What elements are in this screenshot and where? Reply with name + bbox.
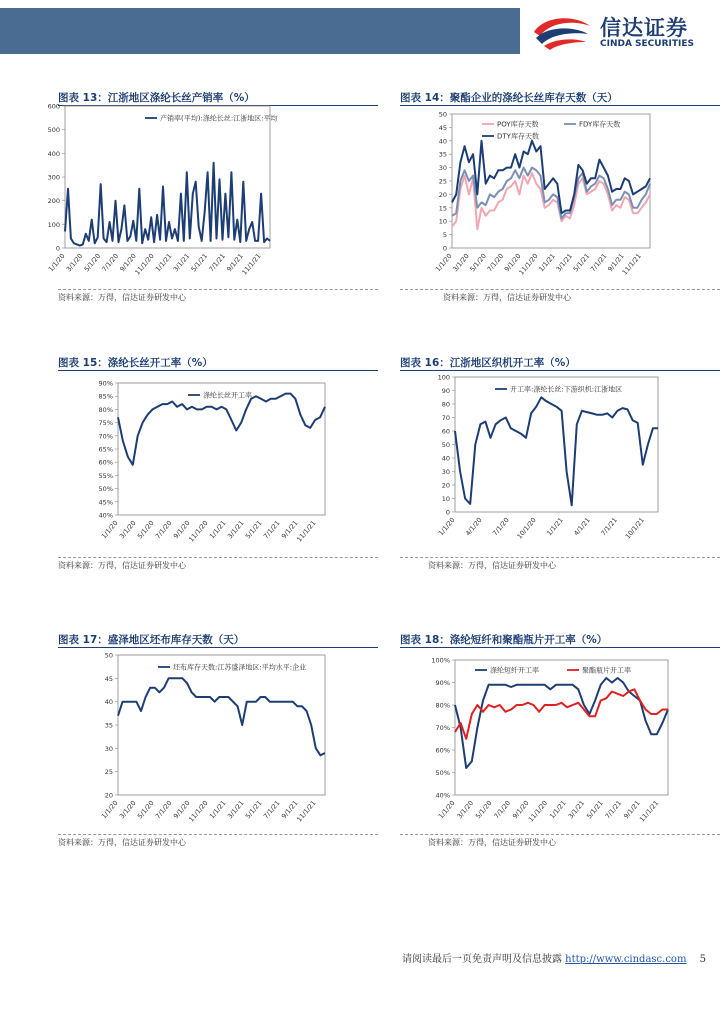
- footer-disclaimer-notice: 请阅读最后一页免责声明及信息披露: [401, 954, 562, 965]
- x-tick-label: 3/1/20: [117, 519, 138, 541]
- x-tick-label: 5/1/20: [473, 799, 494, 821]
- y-tick-label: 0: [55, 244, 60, 253]
- x-tick-label: 1/1/20: [436, 516, 457, 538]
- series-line-1: [65, 163, 270, 246]
- x-tick-label: 11/1/20: [526, 799, 550, 824]
- x-tick-label: 11/1/20: [133, 252, 156, 277]
- y-tick-label: 55%: [98, 471, 113, 480]
- plot-frame: [118, 655, 325, 795]
- x-tick-label: 1/1/20: [99, 799, 120, 821]
- y-tick-label: 100: [437, 373, 450, 382]
- x-tick-label: 10/1/21: [623, 516, 646, 541]
- figure-title: 图表 13：江浙地区涤纶长丝产销率（%）: [58, 92, 255, 104]
- y-tick-label: 40%: [98, 511, 113, 520]
- y-tick-label: 600: [47, 102, 60, 111]
- x-tick-label: 7/1/20: [153, 519, 174, 541]
- figure-source: 资料来源：万得，信达证券研发中心: [443, 293, 571, 302]
- x-tick-label: 3/1/21: [566, 799, 587, 821]
- y-tick-label: 45: [438, 123, 447, 132]
- x-tick-label: 11/1/21: [620, 252, 643, 277]
- y-tick-label: 60: [441, 427, 450, 436]
- y-tick-label: 0: [445, 508, 450, 517]
- brand-name-cn: 信达证券: [600, 16, 688, 40]
- x-tick-label: 11/1/21: [638, 799, 661, 824]
- legend-label: 聚酯瓶片开工率: [582, 666, 631, 675]
- x-tick-label: 1/1/21: [537, 252, 557, 274]
- x-tick-label: 11/1/20: [187, 519, 210, 544]
- x-tick-label: 5/1/20: [82, 252, 103, 274]
- x-tick-label: 1/1/21: [548, 799, 568, 821]
- x-tick-label: 3/1/21: [554, 252, 575, 274]
- x-tick-label: 5/1/20: [135, 799, 156, 821]
- y-tick-label: 35: [438, 150, 447, 159]
- x-tick-label: 3/1/20: [64, 252, 85, 274]
- y-tick-label: 50: [438, 110, 447, 119]
- x-tick-label: 7/1/21: [603, 799, 624, 821]
- y-tick-label: 90: [441, 387, 450, 395]
- x-tick-label: 1/1/21: [207, 519, 228, 541]
- x-tick-label: 7/1/20: [485, 252, 506, 274]
- series-line-1: [118, 394, 325, 465]
- y-tick-label: 100: [47, 220, 60, 229]
- chart-14: [434, 111, 650, 277]
- y-tick-label: 100%: [431, 656, 450, 665]
- chart-17: [100, 652, 325, 824]
- y-tick-label: 70: [441, 414, 450, 422]
- legend-label: 坯布库存天数:江苏盛泽地区:平均水平:企业: [173, 663, 307, 672]
- x-tick-label: 11/1/20: [187, 799, 210, 824]
- x-tick-label: 5/1/20: [135, 519, 156, 541]
- y-tick-label: 25: [104, 768, 113, 777]
- figure-title: 图表 18：涤纶短纤和聚酯瓶片开工率（%）: [400, 634, 608, 646]
- figure-source: 资料来源：万得，信达证券研发中心: [58, 561, 186, 570]
- legend-label: POY库存天数: [497, 120, 539, 129]
- x-tick-label: 7/1/21: [599, 516, 619, 538]
- legend-label: 产销率(平均):涤纶长丝:江浙地区:平均: [160, 114, 278, 123]
- y-tick-label: 500: [47, 126, 60, 135]
- y-tick-label: 65%: [98, 445, 113, 454]
- x-tick-label: 5/1/21: [585, 799, 605, 821]
- x-tick-label: 3/1/20: [455, 799, 476, 821]
- x-tick-label: 7/1/20: [100, 252, 121, 274]
- plot-frame: [455, 660, 668, 795]
- x-tick-label: 10/1/20: [515, 516, 538, 541]
- y-tick-label: 70%: [98, 432, 113, 441]
- x-tick-label: 9/1/20: [511, 799, 531, 821]
- y-tick-label: 15: [438, 204, 447, 213]
- y-tick-label: 40: [438, 137, 447, 146]
- y-tick-label: 50%: [435, 769, 450, 777]
- figure-title: 图表 15：涤纶长丝开工率（%）: [58, 357, 213, 369]
- x-tick-label: 1/1/21: [207, 799, 228, 821]
- chart-18: [431, 657, 668, 824]
- y-tick-label: 45: [104, 674, 113, 683]
- y-tick-label: 50: [441, 441, 450, 449]
- x-tick-label: 9/1/21: [279, 799, 300, 821]
- y-tick-label: 20: [104, 791, 113, 800]
- y-tick-label: 80%: [435, 701, 450, 710]
- y-tick-label: 80: [441, 400, 450, 409]
- x-tick-label: 7/1/21: [207, 252, 227, 274]
- x-tick-label: 5/1/21: [243, 519, 264, 541]
- footer-website-link[interactable]: http://www.cindasc.com: [565, 954, 687, 965]
- x-tick-label: 3/1/21: [225, 519, 246, 541]
- y-tick-label: 70%: [435, 724, 450, 732]
- x-tick-label: 1/1/20: [99, 519, 120, 541]
- y-tick-label: 0: [442, 244, 447, 253]
- x-tick-label: 9/1/21: [622, 799, 642, 821]
- brand-name-en: CINDA SECURITIES: [600, 39, 694, 49]
- y-tick-label: 85%: [98, 392, 113, 401]
- legend-label: 涤纶长丝开工率: [203, 391, 252, 400]
- x-tick-label: 3/1/21: [225, 799, 246, 821]
- x-tick-label: 11/1/21: [295, 519, 318, 544]
- chart-16: [437, 374, 658, 541]
- x-tick-label: 9/1/20: [118, 252, 138, 274]
- x-tick-label: 1/1/20: [46, 252, 67, 274]
- y-tick-label: 40: [441, 454, 450, 463]
- series-line-1: [118, 678, 325, 755]
- x-tick-label: 3/1/20: [451, 252, 471, 274]
- page-number: 5: [699, 954, 706, 965]
- legend-label: 涤纶短纤开工率: [490, 666, 539, 675]
- x-tick-label: 11/1/20: [517, 252, 540, 277]
- y-tick-label: 60%: [98, 458, 113, 467]
- y-tick-label: 60%: [435, 746, 450, 755]
- chart-13: [47, 103, 278, 277]
- y-tick-label: 10: [441, 495, 450, 503]
- y-tick-label: 40%: [435, 791, 450, 800]
- y-tick-label: 50: [104, 651, 113, 660]
- legend-label: DTY库存天数: [497, 132, 539, 141]
- x-tick-label: 11/1/21: [295, 799, 318, 824]
- x-tick-label: 5/1/21: [571, 252, 592, 274]
- x-tick-label: 5/1/21: [243, 799, 264, 821]
- y-tick-label: 30: [438, 164, 447, 173]
- figure-source: 资料来源：万得，信达证券研发中心: [428, 561, 556, 570]
- x-tick-label: 4/1/21: [572, 516, 592, 538]
- y-tick-label: 20: [441, 481, 450, 490]
- x-tick-label: 1/1/20: [436, 799, 457, 821]
- figure-title: 图表 16：江浙地区织机开工率（%）: [400, 357, 576, 369]
- y-tick-label: 75%: [98, 419, 113, 428]
- x-tick-label: 11/1/21: [240, 252, 263, 277]
- x-tick-label: 1/1/21: [153, 252, 174, 274]
- y-tick-label: 10: [438, 217, 447, 226]
- y-tick-label: 90%: [435, 679, 450, 687]
- y-tick-label: 300: [47, 173, 60, 182]
- figure-source: 资料来源：万得，信达证券研发中心: [58, 838, 186, 847]
- x-tick-label: 9/1/20: [171, 799, 192, 821]
- figure-title: 图表 17：盛泽地区坯布库存天数（天）: [58, 634, 245, 646]
- x-tick-label: 7/1/21: [588, 252, 609, 274]
- x-tick-label: 7/1/21: [261, 799, 282, 821]
- x-tick-label: 9/1/20: [502, 252, 523, 274]
- x-tick-label: 7/1/21: [261, 519, 282, 541]
- legend-label: FDY库存天数: [579, 120, 621, 129]
- y-tick-label: 20: [438, 190, 447, 199]
- y-tick-label: 35: [104, 721, 113, 730]
- x-tick-label: 4/1/20: [464, 516, 484, 538]
- chart-15: [99, 380, 325, 544]
- y-tick-label: 5: [442, 231, 447, 240]
- y-tick-label: 30: [441, 468, 450, 476]
- x-tick-label: 9/1/20: [171, 519, 192, 541]
- x-tick-label: 7/1/20: [153, 799, 174, 821]
- x-tick-label: 7/1/20: [492, 799, 513, 821]
- x-tick-label: 1/1/20: [433, 252, 454, 274]
- y-tick-label: 45%: [98, 498, 113, 507]
- figure-title: 图表 14：聚酯企业的涤纶长丝库存天数（天）: [400, 92, 618, 104]
- figure-source: 资料来源：万得，信达证券研发中心: [58, 293, 186, 302]
- x-tick-label: 5/1/21: [189, 252, 210, 274]
- x-tick-label: 3/1/21: [171, 252, 192, 274]
- y-tick-label: 30: [104, 744, 113, 753]
- x-tick-label: 9/1/21: [279, 519, 300, 541]
- x-tick-label: 3/1/20: [117, 799, 138, 821]
- x-tick-label: 1/1/21: [545, 516, 565, 538]
- y-tick-label: 200: [47, 197, 60, 206]
- x-tick-label: 7/1/20: [491, 516, 511, 538]
- y-tick-label: 90%: [98, 379, 113, 388]
- y-tick-label: 25: [438, 177, 447, 186]
- series-line-1: [455, 397, 658, 505]
- y-tick-label: 50%: [98, 485, 113, 494]
- x-tick-label: 5/1/20: [468, 252, 488, 274]
- y-tick-label: 80%: [98, 405, 113, 414]
- figure-source: 资料来源：万得，信达证券研发中心: [428, 838, 556, 847]
- plot-frame: [455, 377, 658, 512]
- plot-frame: [118, 383, 325, 515]
- y-tick-label: 40: [104, 698, 113, 707]
- legend-label: 开工率:涤纶长丝:下游织机:江浙地区: [510, 385, 623, 394]
- x-tick-label: 9/1/21: [225, 252, 245, 274]
- y-tick-label: 400: [47, 149, 60, 158]
- x-tick-label: 9/1/21: [606, 252, 626, 274]
